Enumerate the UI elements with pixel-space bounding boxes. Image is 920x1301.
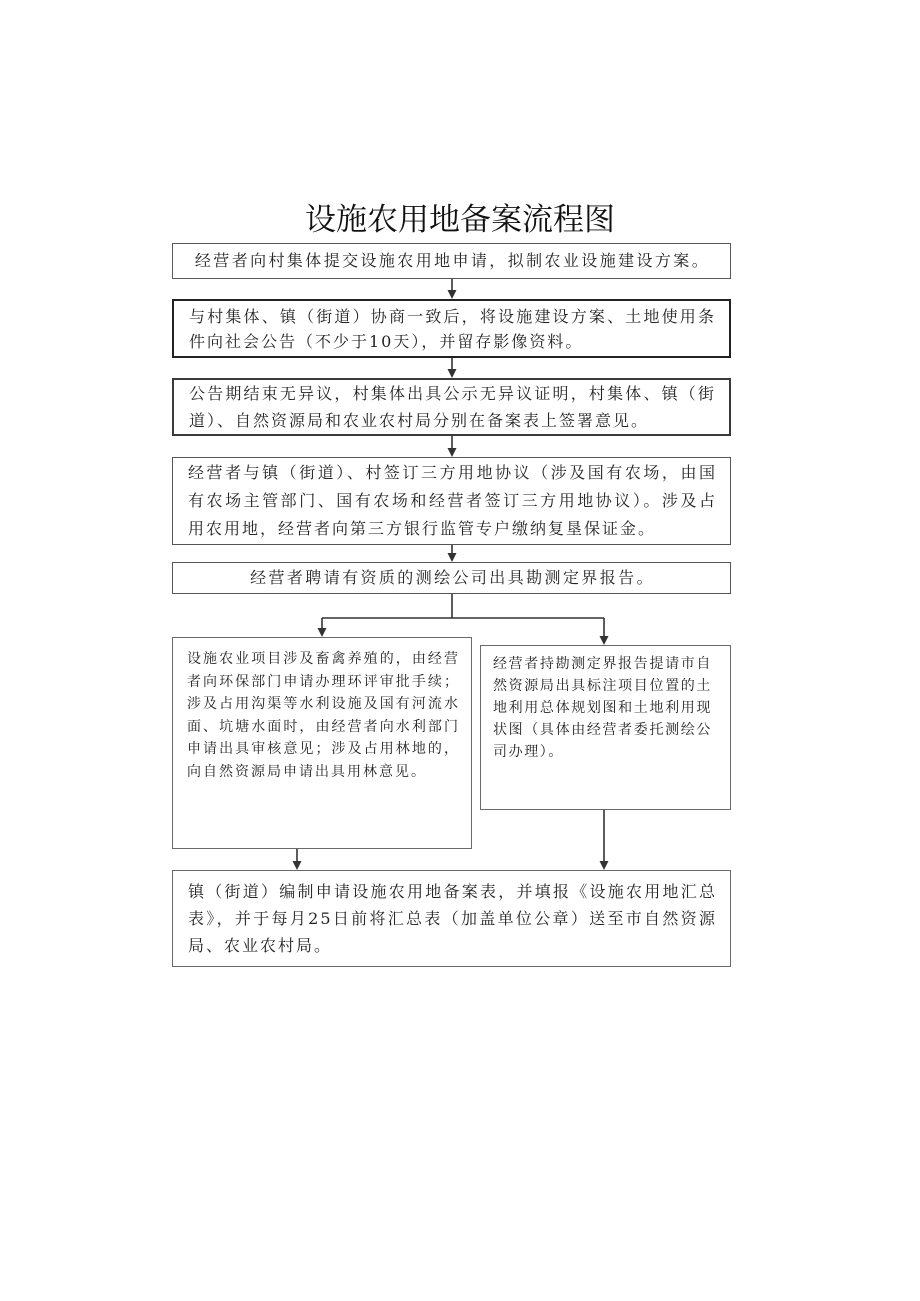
step-4-line: 有农场主管部门、国有农场和经营者签订三方用地协议）。涉及占 — [188, 491, 717, 510]
arrow-to-left-branch-head — [318, 628, 327, 637]
left-branch-line: 申请出具审核意见；涉及占用林地的， — [187, 741, 460, 757]
arrow-right-to-final-head — [600, 861, 609, 870]
right-branch-line: 经营者持勘测定界报告提请市自 — [493, 656, 712, 672]
final-step-line: 镇（街道）编制申请设施农用地备案表，并填报《设施农用地汇总 — [188, 882, 717, 901]
right-branch-box — [480, 645, 731, 810]
right-branch-line: 地利用总体规划图和土地利用现 — [493, 700, 712, 716]
step-3-line: 公告期结束无异议，村集体出具公示无异议证明，村集体、镇（街 — [189, 384, 716, 403]
step-1-box — [172, 243, 731, 279]
right-branch-line: 状图（具体由经营者委托测绘公 — [493, 722, 712, 738]
left-branch-line: 设施农业项目涉及畜禽养殖的，由经营 — [187, 651, 460, 667]
arrow-2-3-head — [448, 369, 457, 378]
step-2-box — [172, 299, 731, 358]
step-4-line: 用农用地，经营者向第三方银行监管专户缴纳复垦保证金。 — [188, 519, 657, 538]
step-2-line: 件向社会公告（不少于10天），并留存影像资料。 — [189, 331, 584, 351]
arrow-left-to-final-head — [293, 861, 302, 870]
final-step-line: 局、农业农村局。 — [188, 936, 333, 955]
right-branch-line: 司办理）。 — [493, 744, 564, 760]
step-1-line: 经营者向村集体提交设施农用地申请，拟制农业设施建设方案。 — [194, 251, 711, 270]
arrow-1-2-head — [448, 290, 457, 299]
right-branch-line: 然资源局出具标注项目位置的土 — [493, 678, 712, 694]
arrow-to-right-branch-head — [600, 636, 609, 645]
arrow-4-5-head — [448, 553, 457, 562]
final-step-box — [172, 870, 731, 967]
left-branch-line: 向自然资源局申请出具用林意见。 — [187, 763, 427, 780]
arrow-3-4-head — [448, 448, 457, 457]
step-3-box — [172, 378, 731, 436]
step-5-line: 经营者聘请有资质的测绘公司出具勘测定界报告。 — [250, 568, 655, 587]
step-2-line: 与村集体、镇（街道）协商一致后，将设施建设方案、土地使用条 — [189, 306, 716, 326]
left-branch-line: 面、坑塘水面时，由经营者向水利部门 — [187, 718, 460, 735]
left-branch-box — [172, 637, 472, 849]
left-branch-line: 涉及占用沟渠等水利设施及国有河流水 — [187, 696, 460, 712]
final-step-line: 表》，并于每月25日前将汇总表（加盖单位公章）送至市自然资源 — [188, 909, 717, 928]
step-3-line: 道）、自然资源局和农业农村局分别在备案表上签署意见。 — [189, 411, 650, 430]
page-title: 设施农用地备案流程图 — [305, 202, 615, 238]
step-4-line: 经营者与镇（街道）、村签订三方用地协议（涉及国有农场，由国 — [188, 463, 717, 482]
step-4-box — [172, 457, 731, 545]
step-5-box — [172, 562, 731, 594]
left-branch-line: 者向环保部门申请办理环评审批手续； — [187, 673, 460, 690]
